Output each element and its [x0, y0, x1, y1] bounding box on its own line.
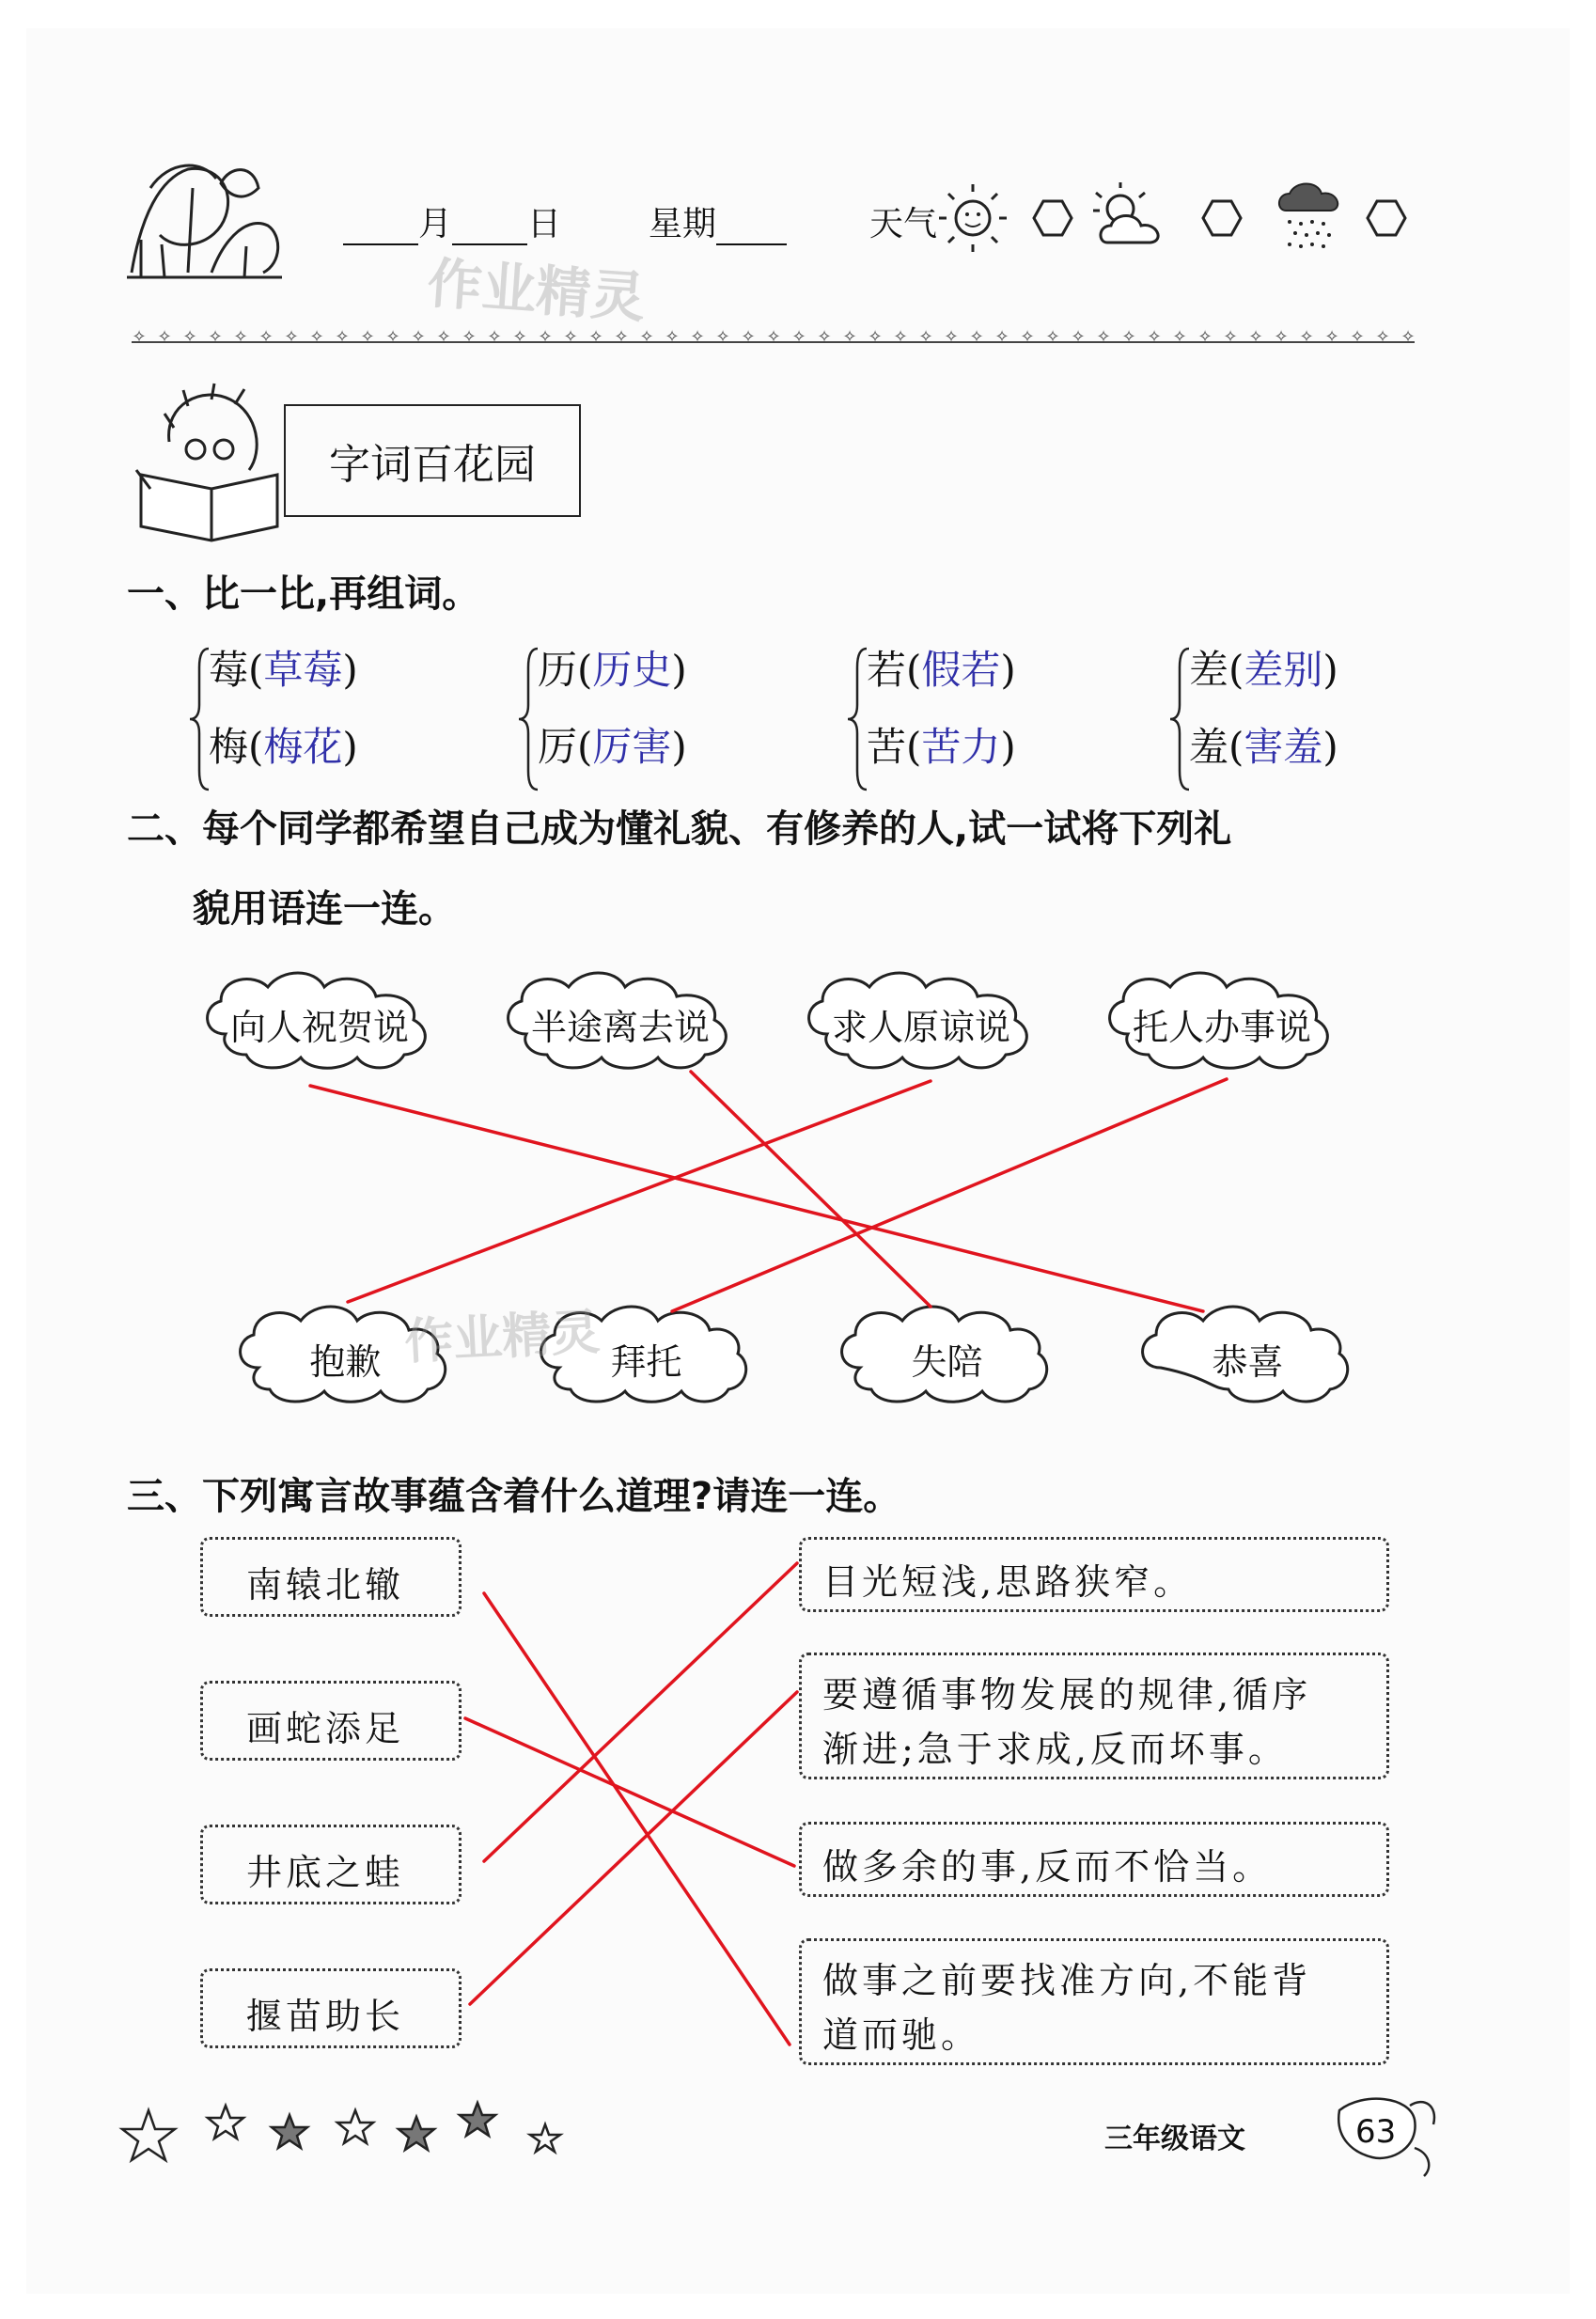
divider-star-icon: ✧ — [157, 327, 172, 347]
q1-group-4-row-1: 差(差别) — [1189, 647, 1338, 693]
q1-char: 历 — [538, 647, 578, 693]
divider-star-icon: ✧ — [512, 327, 527, 347]
divider-star-icon: ✧ — [614, 327, 629, 347]
divider-star-icon: ✧ — [588, 327, 603, 347]
q2-title-line1: 二、每个同学都希望自己成为懂礼貌、有修养的人,试一试将下列礼 — [127, 807, 1232, 851]
divider-star-icon: ✧ — [1121, 327, 1136, 347]
divider-star-icon: ✧ — [360, 327, 375, 347]
q1-answer[interactable]: 梅花 — [263, 724, 343, 770]
divider-star-icon: ✧ — [715, 327, 730, 347]
divider-star-icon: ✧ — [918, 327, 933, 347]
divider-star-icon: ✧ — [994, 327, 1009, 347]
q1-answer[interactable]: 厉害 — [592, 724, 672, 770]
divider-star-icon: ✧ — [563, 327, 578, 347]
divider-star-icon: ✧ — [233, 327, 248, 347]
q1-answer[interactable]: 差别 — [1244, 647, 1323, 693]
cloud-top-3-text[interactable]: 求人原谅说 — [831, 1007, 1010, 1048]
q1-answer[interactable]: 苦力 — [921, 724, 1001, 770]
day-label: 日 — [527, 205, 562, 243]
divider-star-icon: ✧ — [1299, 327, 1314, 347]
month-label: 月 — [418, 205, 453, 243]
cloud-bottom-3-text[interactable]: 失陪 — [911, 1341, 983, 1383]
q1-char: 差 — [1189, 647, 1229, 693]
q1-group-3-row-2: 苦(苦力) — [867, 724, 1016, 770]
moral-4-line2: 道而驰。 — [822, 2014, 981, 2056]
divider-star-icon: ✧ — [842, 327, 857, 347]
q1-answer[interactable]: 草莓 — [263, 647, 343, 693]
cloud-bottom-2-text[interactable]: 拜托 — [610, 1341, 682, 1383]
divider-star-icon: ✧ — [132, 327, 147, 347]
divider-star-icon: ✧ — [1375, 327, 1390, 347]
moral-4-line1: 做事之前要找准方向,不能背 — [822, 1960, 1312, 2001]
divider-star-icon: ✧ — [1045, 327, 1060, 347]
q1-group-1-row-2: 梅(梅花) — [209, 724, 358, 770]
q1-group-3-row-1: 若(假若) — [867, 647, 1016, 693]
divider-star-icon: ✧ — [741, 327, 756, 347]
divider-star-icon: ✧ — [284, 327, 299, 347]
divider-star-icon: ✧ — [1274, 327, 1289, 347]
page-number: 63 — [1355, 2113, 1397, 2151]
moral-2-line2: 渐进;急于求成,反而坏事。 — [822, 1729, 1288, 1770]
divider-star-icon: ✧ — [182, 327, 197, 347]
watermark-2: 作业精灵 — [402, 1304, 602, 1371]
divider-star-icon: ✧ — [1147, 327, 1162, 347]
q1-char: 若 — [867, 647, 907, 693]
q1-answer[interactable]: 历史 — [592, 647, 672, 693]
q1-title: 一、比一比,再组词。 — [127, 572, 480, 616]
divider-star-icon: ✧ — [1223, 327, 1238, 347]
cloud-top-1-text[interactable]: 向人祝贺说 — [229, 1007, 409, 1048]
q1-answer[interactable]: 假若 — [921, 647, 1001, 693]
q3-title: 三、下列寓言故事蕴含着什么道理?请连一连。 — [127, 1475, 901, 1518]
divider-star-icon: ✧ — [665, 327, 680, 347]
divider-star-icon: ✧ — [893, 327, 908, 347]
fable-4-text: 揠苗助长 — [246, 1996, 405, 2037]
divider-star-icon: ✧ — [462, 327, 477, 347]
divider-star-icon: ✧ — [1324, 327, 1339, 347]
divider-star-icon: ✧ — [817, 327, 832, 347]
divider-star-icon: ✧ — [1248, 327, 1263, 347]
q1-group-4-row-2: 羞(害羞) — [1189, 724, 1338, 770]
cloud-bottom-1-text[interactable]: 抱歉 — [309, 1341, 382, 1383]
fable-2-text: 画蛇添足 — [246, 1708, 405, 1749]
divider-star-icon: ✧ — [639, 327, 654, 347]
moral-3-line1: 做多余的事,反而不恰当。 — [822, 1846, 1273, 1888]
divider-star-icon: ✧ — [1197, 327, 1213, 347]
q1-group-2-row-1: 历(历史) — [538, 647, 687, 693]
q1-char: 苦 — [867, 724, 907, 770]
q2-title-line2: 貌用语连一连。 — [193, 887, 456, 931]
fable-1-text: 南辕北辙 — [246, 1564, 405, 1606]
divider-star-icon: ✧ — [969, 327, 984, 347]
divider-star-icon: ✧ — [1096, 327, 1111, 347]
divider-star-icon: ✧ — [487, 327, 502, 347]
divider-star-icon: ✧ — [1172, 327, 1187, 347]
fable-3-text: 井底之蛙 — [246, 1852, 405, 1893]
weekday-label: 星期 — [649, 205, 717, 243]
q1-char: 莓 — [209, 647, 249, 693]
divider-star-icon: ✧ — [1400, 327, 1416, 347]
q1-group-1-row-1: 莓(草莓) — [209, 647, 358, 693]
section-title: 字词百花园 — [329, 441, 536, 489]
weather-label: 天气 — [869, 205, 938, 243]
q1-char: 梅 — [209, 724, 249, 770]
divider-star-icon: ✧ — [1071, 327, 1086, 347]
divider-star-icon: ✧ — [791, 327, 806, 347]
divider-star-icon: ✧ — [944, 327, 959, 347]
cloud-bottom-4-text[interactable]: 恭喜 — [1212, 1341, 1284, 1383]
moral-2-line1: 要遵循事物发展的规律,循序 — [822, 1674, 1312, 1716]
q1-char: 羞 — [1189, 724, 1229, 770]
divider-star-icon: ✧ — [1350, 327, 1365, 347]
divider-star-icon: ✧ — [258, 327, 274, 347]
cloud-top-2-text[interactable]: 半途离去说 — [530, 1007, 710, 1048]
cloud-top-4-text[interactable]: 托人办事说 — [1132, 1007, 1311, 1048]
divider-star-icon: ✧ — [335, 327, 350, 347]
divider-star-icon: ✧ — [1020, 327, 1035, 347]
divider-star-icon: ✧ — [309, 327, 324, 347]
subject-label: 三年级语文 — [1104, 2123, 1245, 2155]
divider-star-icon: ✧ — [436, 327, 451, 347]
moral-1-line1: 目光短浅,思路狭窄。 — [822, 1561, 1194, 1603]
divider-star-icon: ✧ — [411, 327, 426, 347]
q1-answer[interactable]: 害羞 — [1244, 724, 1323, 770]
q1-char: 厉 — [538, 724, 578, 770]
divider-star-icon: ✧ — [208, 327, 223, 347]
divider-star-icon: ✧ — [766, 327, 781, 347]
q1-group-2-row-2: 厉(厉害) — [538, 724, 687, 770]
watermark: 作业精灵 — [425, 250, 648, 330]
divider-star-icon: ✧ — [690, 327, 705, 347]
divider-star-icon: ✧ — [868, 327, 883, 347]
divider-star-icon: ✧ — [385, 327, 400, 347]
divider-star-icon: ✧ — [538, 327, 553, 347]
